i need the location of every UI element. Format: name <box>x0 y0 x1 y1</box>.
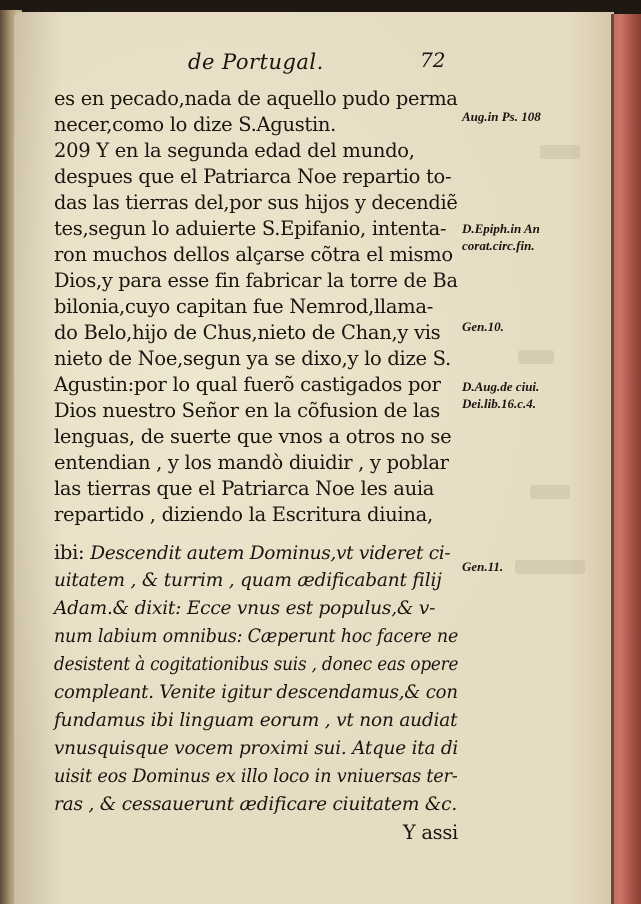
marginal-note: D.Epiph.in An <box>462 221 540 236</box>
page-number: 72 <box>420 48 446 72</box>
text-line: Dios nuestro Señor en la cõfusion de las <box>54 399 440 422</box>
text-latin-quote: Descendit autem Dominus,vt videret ci- <box>90 543 451 564</box>
text-line: nieto de Noe,segun ya se dixo,y lo dize S. <box>54 347 451 370</box>
text-line-latin: Adam.& dixit: Ecce vnus est populus,& v- <box>54 598 436 619</box>
marginal-note: corat.circ.fin. <box>462 238 535 253</box>
text-line: bilonia,cuyo capitan fue Nemrod,llama- <box>54 295 433 318</box>
marginal-note: Dei.lib.16.c.4. <box>462 396 537 411</box>
bleed-through-mark <box>530 485 570 499</box>
text-line: es en pecado,nada de aquello pudo perma <box>54 87 458 110</box>
text-line-mixed <box>54 540 458 567</box>
text-line: das las tierras del,por sus hijos y decendiẽ <box>54 191 458 214</box>
text-line: 209 Y en la segunda edad del mundo, <box>54 139 415 162</box>
text-line-latin: fundamus ibi linguam eorum , vt non audiat <box>54 710 458 731</box>
text-line-latin: vnusquisque vocem proximi sui. Atque ita di <box>54 738 459 759</box>
marginal-note: Gen.11. <box>462 559 504 574</box>
text-line: Agustin:por lo qual fuerõ castigados por <box>54 373 441 396</box>
marginal-note: Aug.in Ps. 108 <box>462 109 541 124</box>
catchword: Y assi <box>402 821 458 844</box>
text-line: repartido , diziendo la Escritura diuina, <box>54 503 433 526</box>
text-line-latin: uisit eos Dominus ex illo loco in vniuersas ter- <box>54 766 458 787</box>
text-line-latin: desistent à cogitationibus suis , donec eas opere <box>54 654 459 675</box>
text-line: Dios,y para esse fin fabricar la torre de Ba <box>54 269 458 292</box>
text-line: ron muchos dellos alçarse cõtra el mismo <box>54 243 453 266</box>
text-line-latin: uitatem , & turrim , quam ædificabant filij <box>54 570 442 591</box>
text-line: las tierras que el Patriarca Noe les auia <box>54 477 435 500</box>
marginal-note: D.Aug.de ciui. <box>462 379 540 394</box>
marginal-note: Gen.10. <box>462 319 504 334</box>
text-line: entendian , y los mandò diuidir , y poblar <box>54 451 449 474</box>
bleed-through-mark <box>518 350 554 364</box>
text-line: lenguas, de suerte que vnos a otros no se <box>54 425 452 448</box>
text-roman: ibi: <box>54 541 91 564</box>
text-line-latin: num labium omnibus: Cæperunt hoc facere ne <box>54 626 459 647</box>
text-line: despues que el Patriarca Noe repartio to- <box>54 165 452 188</box>
text-line: necer,como lo dize S.Agustin. <box>54 113 337 136</box>
text-line: tes,segun lo aduierte S.Epifanio, intenta- <box>54 217 447 240</box>
text-line-latin: compleant. Venite igitur descendamus,& con <box>54 682 458 703</box>
text-line: do Belo,hijo de Chus,nieto de Chan,y vis <box>54 321 441 344</box>
running-head: de Portugal. <box>188 50 324 74</box>
text-line-latin: ras , & cessauerunt ædificare ciuitatem &c. <box>54 794 457 815</box>
bleed-through-mark <box>540 145 580 159</box>
